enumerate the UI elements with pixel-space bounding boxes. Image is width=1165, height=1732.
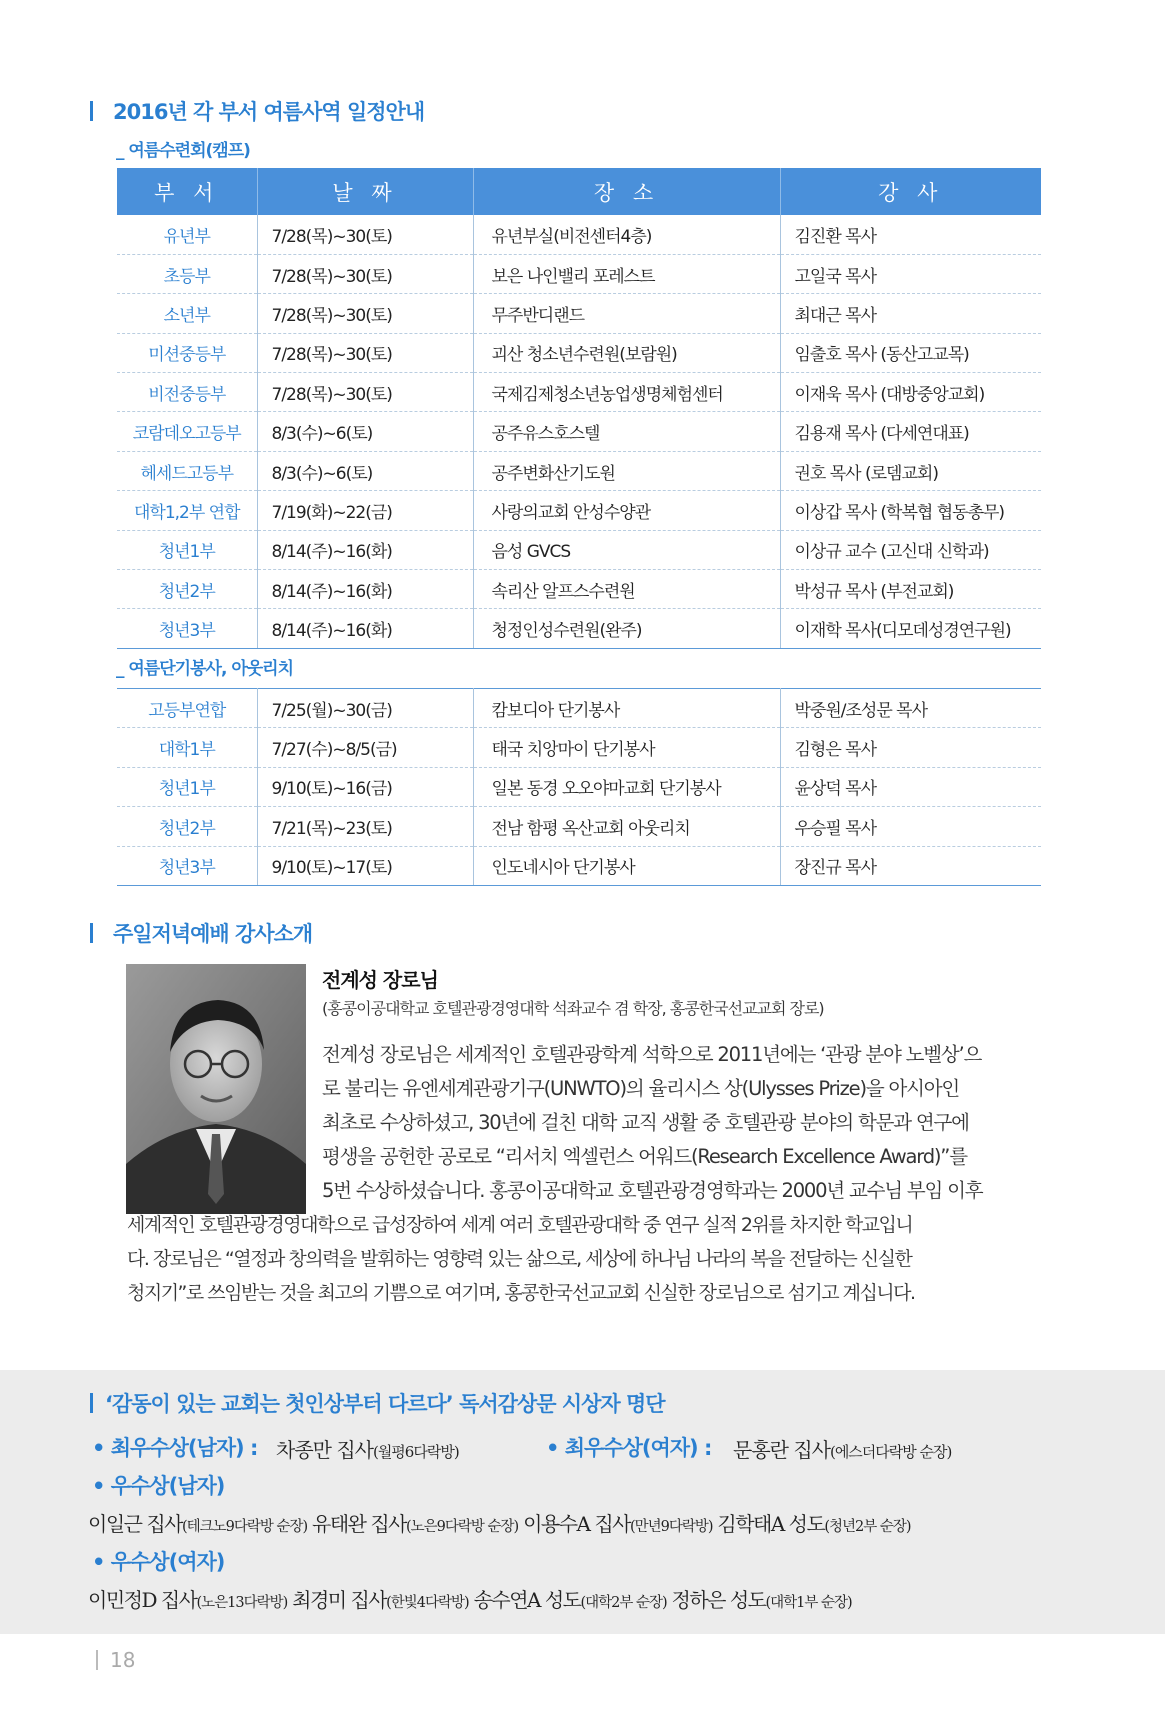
subtitle-camp: _ 여름수련회(캠프)	[116, 141, 250, 161]
bio-line: 최초로 수상하셨고, 30년에 걸친 대학 교직 생활 중 호텔관광 분야의 학문과 연구에	[322, 1111, 969, 1134]
cell-dept: 청년1부	[117, 767, 257, 806]
cell-place: 공주유스호스텔	[473, 412, 780, 451]
bio-line: 다. 장로님은 “열정과 창의력을 발휘하는 영향력 있는 삶으로, 세상에 하나님 나라의 복을 전달하는 신실한	[127, 1248, 912, 1270]
cell-place: 인도네시아 단기봉사	[473, 846, 780, 885]
winner-note: (월평6다락방)	[372, 1443, 459, 1461]
section-title-text: 2016년 각 부서 여름사역 일정안내	[113, 100, 425, 124]
cell-speaker: 권호 목사 (로뎀교회)	[780, 451, 1041, 490]
cell-speaker: 고일국 목사	[780, 254, 1041, 293]
cell-speaker: 이재욱 목사 (대방중앙교회)	[780, 373, 1041, 412]
winner-entry	[474, 1588, 667, 1612]
speaker-affiliation: (홍콩이공대학교 호텔관광경영대학 석좌교수 겸 학장, 홍콩한국선교교회 장로)	[322, 999, 824, 1018]
bio-line: 세계적인 호텔관광경영대학으로 급성장하여 세계 여러 호텔관광대학 중 연구 실적 2위를 차지한 학교입니	[127, 1214, 913, 1236]
cell-dept: 초등부	[117, 254, 257, 293]
table-row	[117, 491, 1041, 530]
cell-place: 태국 치앙마이 단기봉사	[473, 728, 780, 767]
cell-date: 9/10(토)~16(금)	[257, 767, 473, 806]
winner-note: (에스더다락방 순장)	[829, 1443, 952, 1461]
camp-schedule-table	[117, 168, 1041, 649]
winner-note: (청년2부 순장)	[824, 1519, 911, 1535]
cell-speaker: 김진환 목사	[780, 215, 1041, 254]
cell-speaker: 임출호 목사 (동산고교목)	[780, 333, 1041, 372]
winner-entry	[88, 1512, 307, 1536]
winner-name: 송수연A 성도	[473, 1588, 581, 1612]
cell-speaker: 박성규 목사 (부전교회)	[780, 570, 1041, 609]
cell-date: 7/25(월)~30(금)	[257, 689, 473, 728]
bio-line: 청지기”로 쓰임받는 것을 최고의 기쁨으로 여기며, 홍콩한국선교교회 신실한 장로님으로 섬기고 계십니다.	[127, 1282, 915, 1304]
section-title-awards	[90, 1388, 665, 1418]
cell-date: 9/10(토)~17(토)	[257, 846, 473, 885]
cell-date: 7/27(수)~8/5(금)	[257, 728, 473, 767]
winner-name: 유태완 집사	[312, 1512, 407, 1536]
table-row	[117, 570, 1041, 609]
cell-speaker: 윤상덕 목사	[780, 767, 1041, 806]
cell-date: 8/14(주)~16(화)	[257, 609, 473, 648]
cell-place: 청정인성수련원(완주)	[473, 609, 780, 648]
cell-dept: 대학1,2부 연합	[117, 491, 257, 530]
cell-date: 7/28(목)~30(토)	[257, 373, 473, 412]
speaker-portrait-image	[126, 964, 306, 1214]
winner-name: 차종만 집사	[276, 1438, 373, 1462]
cell-dept: 청년1부	[117, 530, 257, 569]
winner-name: 정하은 성도	[671, 1588, 766, 1612]
top-female-winner	[733, 1434, 951, 1463]
cell-place: 전남 함평 옥산교회 아웃리치	[473, 807, 780, 846]
bio-line: 5번 수상하셨습니다. 홍콩이공대학교 호텔관광경영학과는 2000년 교수님 부임 이후	[322, 1179, 983, 1202]
cell-place: 유년부실(비전센터4층)	[473, 215, 780, 254]
cell-date: 7/28(목)~30(토)	[257, 294, 473, 333]
speaker-name: 전계성 장로님	[322, 968, 438, 992]
cell-dept: 청년3부	[117, 846, 257, 885]
title-bar	[90, 101, 93, 121]
female-award-label: • 우수상(여자)	[92, 1550, 225, 1574]
table-row	[117, 530, 1041, 569]
cell-dept: 비전중등부	[117, 373, 257, 412]
speaker-photo	[126, 964, 306, 1214]
section-title-schedule	[90, 96, 424, 126]
bio-line: 평생을 공헌한 공로로 “리서치 엑셀런스 어워드(Research Excellence Award)”를	[322, 1145, 967, 1168]
table-row	[117, 767, 1041, 806]
winner-note: (대학1부 순장)	[765, 1595, 852, 1611]
winner-entry	[312, 1512, 518, 1536]
table-header-row	[117, 168, 1041, 215]
cell-place: 속리산 알프스수련원	[473, 570, 780, 609]
table-row	[117, 412, 1041, 451]
cell-speaker: 우승필 목사	[780, 807, 1041, 846]
table-row	[117, 294, 1041, 333]
cell-dept: 미션중등부	[117, 333, 257, 372]
cell-dept: 소년부	[117, 294, 257, 333]
cell-place: 무주반디랜드	[473, 294, 780, 333]
section-title-text: ‘감동이 있는 교회는 첫인상부터 다르다’ 독서감상문 시상자 명단	[105, 1392, 665, 1416]
bio-line: 전계성 장로님은 세계적인 호텔관광학계 석학으로 2011년에는 ‘관광 분야 노벨상’으	[322, 1043, 982, 1066]
male-winners-line	[88, 1508, 911, 1537]
section-title-text: 주일저녁예배 강사소개	[113, 922, 313, 946]
section-title-speaker	[90, 918, 312, 948]
cell-place: 공주변화산기도원	[473, 451, 780, 490]
cell-dept: 헤세드고등부	[117, 451, 257, 490]
table-row	[117, 215, 1041, 254]
winner-note: (노은9다락방 순장)	[406, 1519, 519, 1535]
cell-date: 8/14(주)~16(화)	[257, 530, 473, 569]
winner-name: 이민정D 집사	[88, 1588, 197, 1612]
page-number-text: 18	[110, 1648, 136, 1672]
header-date: 날 짜	[257, 168, 473, 215]
cell-date: 8/3(수)~6(토)	[257, 412, 473, 451]
cell-speaker: 김형은 목사	[780, 728, 1041, 767]
table-row	[117, 728, 1041, 767]
cell-place: 음성 GVCS	[473, 530, 780, 569]
cell-speaker: 이재학 목사(디모데성경연구원)	[780, 609, 1041, 648]
top-female-award-label: • 최우수상(여자) :	[546, 1436, 712, 1460]
cell-date: 8/3(수)~6(토)	[257, 451, 473, 490]
cell-dept: 청년2부	[117, 570, 257, 609]
winner-name: 최경미 집사	[292, 1588, 387, 1612]
cell-place: 일본 동경 오오야마교회 단기봉사	[473, 767, 780, 806]
cell-date: 8/14(주)~16(화)	[257, 570, 473, 609]
header-place: 장 소	[473, 168, 780, 215]
cell-dept: 청년3부	[117, 609, 257, 648]
table-row	[117, 807, 1041, 846]
winner-entry	[523, 1512, 712, 1536]
cell-place: 보은 나인밸리 포레스트	[473, 254, 780, 293]
cell-place: 캄보디아 단기봉사	[473, 689, 780, 728]
cell-speaker: 최대근 목사	[780, 294, 1041, 333]
table-row	[117, 609, 1041, 648]
winner-entry	[672, 1588, 852, 1612]
winner-entry	[292, 1588, 469, 1612]
bio-line: 로 불리는 유엔세계관광기구(UNWTO)의 율리시스 상(Ulysses Prize)을 아시아인	[322, 1077, 960, 1100]
cell-date: 7/28(목)~30(토)	[257, 333, 473, 372]
winner-name: 이용수A 집사	[523, 1512, 630, 1536]
cell-speaker: 이상규 교수 (고신대 신학과)	[780, 530, 1041, 569]
cell-date: 7/21(목)~23(토)	[257, 807, 473, 846]
table-row	[117, 333, 1041, 372]
cell-dept: 고등부연합	[117, 689, 257, 728]
title-bar	[90, 923, 93, 943]
header-speaker: 강 사	[780, 168, 1041, 215]
cell-dept: 코람데오고등부	[117, 412, 257, 451]
cell-place: 사랑의교회 안성수양관	[473, 491, 780, 530]
cell-speaker: 박중원/조성문 목사	[780, 689, 1041, 728]
winner-name: 이일근 집사	[88, 1512, 182, 1536]
female-winners-line	[88, 1584, 852, 1613]
top-male-award-label: • 최우수상(남자) :	[92, 1436, 258, 1460]
winner-note: (노은13다락방)	[196, 1595, 288, 1611]
winner-note: (대학2부 순장)	[580, 1595, 667, 1611]
winner-name: 김학태A 성도	[717, 1512, 825, 1536]
cell-place: 국제김제청소년농업생명체험센터	[473, 373, 780, 412]
winner-note: (한빛4다락방)	[386, 1595, 469, 1611]
page-number-bar	[96, 1650, 98, 1670]
top-male-winner	[276, 1434, 459, 1463]
table-row	[117, 689, 1041, 728]
cell-speaker: 김용재 목사 (다세연대표)	[780, 412, 1041, 451]
winner-entry	[717, 1512, 910, 1536]
cell-date: 7/19(화)~22(금)	[257, 491, 473, 530]
cell-place: 괴산 청소년수련원(보람원)	[473, 333, 780, 372]
table-row	[117, 451, 1041, 490]
male-award-label: • 우수상(남자)	[92, 1474, 225, 1498]
outreach-schedule-table	[117, 688, 1041, 886]
table-row	[117, 846, 1041, 885]
cell-dept: 대학1부	[117, 728, 257, 767]
header-dept: 부 서	[117, 168, 257, 215]
cell-date: 7/28(목)~30(토)	[257, 254, 473, 293]
page-number	[96, 1648, 135, 1672]
cell-speaker: 장진규 목사	[780, 846, 1041, 885]
subtitle-outreach: _ 여름단기봉사, 아웃리치	[116, 659, 294, 679]
title-bar	[90, 1393, 93, 1413]
cell-dept: 유년부	[117, 215, 257, 254]
winner-note: (테크노9다락방 순장)	[181, 1519, 308, 1535]
cell-speaker: 이상갑 목사 (학복협 협동총무)	[780, 491, 1041, 530]
winner-entry	[88, 1588, 287, 1612]
winner-note: (만년9다락방)	[629, 1519, 713, 1535]
cell-date: 7/28(목)~30(토)	[257, 215, 473, 254]
table-row	[117, 373, 1041, 412]
cell-dept: 청년2부	[117, 807, 257, 846]
winner-name: 문홍란 집사	[733, 1438, 830, 1462]
table-row	[117, 254, 1041, 293]
